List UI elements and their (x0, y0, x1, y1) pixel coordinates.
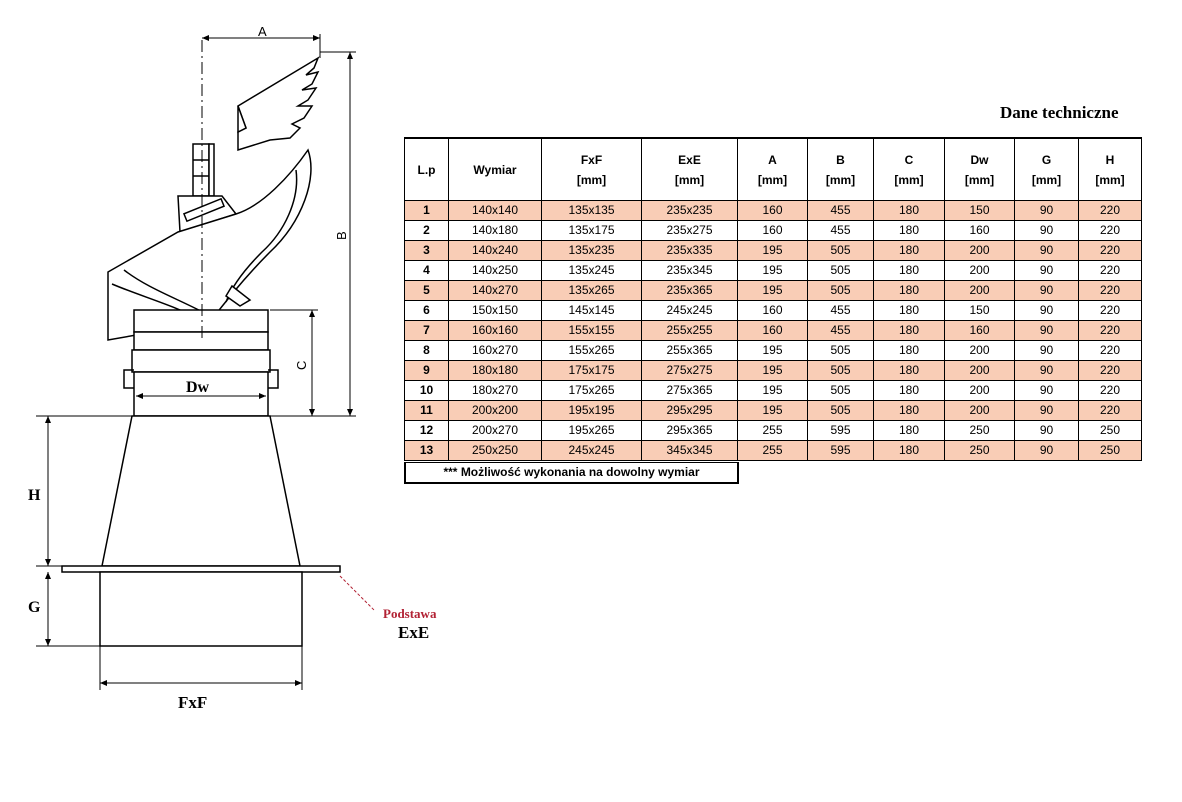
table-cell: 160 (738, 221, 808, 241)
table-row (405, 361, 1142, 381)
column-header-unit: [mm] (1095, 172, 1125, 187)
label-dw: Dw (186, 379, 210, 396)
table-cell: 505 (808, 281, 874, 301)
header-row (405, 138, 1142, 201)
table-cell: 250 (945, 421, 1015, 441)
table-row (405, 281, 1142, 301)
label-podstawa: Podstawa (383, 606, 437, 621)
table-cell: 295x295 (642, 401, 738, 421)
table-cell: 220 (1079, 221, 1142, 241)
table-cell: 180x270 (449, 381, 542, 401)
table-cell: 90 (1015, 341, 1079, 361)
footnote: *** Możliwość wykonania na dowolny wymiar (404, 462, 739, 484)
label-exe: ExE (398, 623, 430, 642)
column-header-unit: [mm] (964, 172, 995, 187)
table-cell: 5 (405, 281, 449, 301)
table-row (405, 221, 1142, 241)
table-cell: 135x235 (542, 241, 642, 261)
table-cell: 90 (1015, 321, 1079, 341)
table-cell: 135x135 (542, 201, 642, 221)
table-cell: 160 (945, 221, 1015, 241)
table-row (405, 421, 1142, 441)
table-cell: 220 (1079, 401, 1142, 421)
table-cell: 2 (405, 221, 449, 241)
table-cell: 180 (874, 441, 945, 461)
table-cell: 250 (1079, 441, 1142, 461)
table-cell: 455 (808, 201, 874, 221)
column-header-label: G (1041, 152, 1052, 167)
table-cell: 235x335 (642, 241, 738, 261)
table-cell: 235x365 (642, 281, 738, 301)
table-cell: 200 (945, 381, 1015, 401)
column-header-label: A (768, 152, 777, 167)
dimension-g (36, 572, 100, 646)
table-cell: 455 (808, 301, 874, 321)
table-cell: 255x255 (642, 321, 738, 341)
table-cell: 195 (738, 381, 808, 401)
table-cell: 90 (1015, 261, 1079, 281)
dimension-fxf (100, 646, 302, 690)
table-cell: 160 (738, 301, 808, 321)
table-cell: 195 (738, 281, 808, 301)
table-cell: 12 (405, 421, 449, 441)
page-title: Dane techniczne (1000, 103, 1119, 122)
column-header-label: FxF (580, 152, 603, 167)
column-header (1015, 138, 1079, 201)
table-cell: 155x265 (542, 341, 642, 361)
table-row (405, 301, 1142, 321)
table-cell: 135x245 (542, 261, 642, 281)
table-cell: 220 (1079, 281, 1142, 301)
table-cell: 160x270 (449, 341, 542, 361)
table-cell: 135x265 (542, 281, 642, 301)
table-cell: 160 (945, 321, 1015, 341)
table-cell: 250x250 (449, 441, 542, 461)
table-cell: 200 (945, 281, 1015, 301)
table-cell: 220 (1079, 361, 1142, 381)
table-cell: 195x265 (542, 421, 642, 441)
table-cell: 295x365 (642, 421, 738, 441)
table-cell: 10 (405, 381, 449, 401)
table-cell: 180 (874, 201, 945, 221)
table-cell: 455 (808, 221, 874, 241)
column-header-unit: [mm] (576, 172, 607, 187)
table-cell: 90 (1015, 381, 1079, 401)
table-cell: 195x195 (542, 401, 642, 421)
table-cell: 90 (1015, 401, 1079, 421)
table-cell: 180 (874, 421, 945, 441)
table-cell: 235x275 (642, 221, 738, 241)
table-cell: 180 (874, 241, 945, 261)
column-header-label: C (904, 152, 914, 167)
table-cell: 90 (1015, 281, 1079, 301)
table-cell: 13 (405, 441, 449, 461)
table-cell: 4 (405, 261, 449, 281)
table-cell: 505 (808, 401, 874, 421)
table-cell: 220 (1079, 381, 1142, 401)
table-cell: 220 (1079, 201, 1142, 221)
table-row (405, 261, 1142, 281)
table-cell: 505 (808, 241, 874, 261)
table-cell: 180 (874, 221, 945, 241)
column-header (808, 138, 874, 201)
table-cell: 8 (405, 341, 449, 361)
table-cell: 7 (405, 321, 449, 341)
table-cell: 11 (405, 401, 449, 421)
column-header-label: Wymiar (473, 162, 517, 177)
column-header-unit: [mm] (757, 172, 788, 187)
table-cell: 9 (405, 361, 449, 381)
table-cell: 255x365 (642, 341, 738, 361)
label-g: G (28, 599, 41, 616)
column-header-label: H (1105, 152, 1115, 167)
table-cell: 200x270 (449, 421, 542, 441)
table-cell: 200 (945, 261, 1015, 281)
column-header (738, 138, 808, 201)
table-cell: 140x140 (449, 201, 542, 221)
table-cell: 140x180 (449, 221, 542, 241)
table-cell: 235x235 (642, 201, 738, 221)
table-cell: 255 (738, 441, 808, 461)
table-cell: 505 (808, 341, 874, 361)
table-row (405, 321, 1142, 341)
podstawa-leader (340, 576, 374, 610)
table-row (405, 201, 1142, 221)
table-cell: 195 (738, 341, 808, 361)
table-cell: 155x155 (542, 321, 642, 341)
table-row (405, 441, 1142, 461)
table-cell: 180 (874, 381, 945, 401)
label-b: B (334, 231, 349, 240)
table-cell: 595 (808, 421, 874, 441)
table-cell: 220 (1079, 241, 1142, 261)
table-cell: 90 (1015, 241, 1079, 261)
table-cell: 90 (1015, 221, 1079, 241)
table-cell: 180 (874, 281, 945, 301)
table-cell: 455 (808, 321, 874, 341)
table-cell: 90 (1015, 361, 1079, 381)
technical-data-table (404, 137, 1142, 461)
table-cell: 245x245 (542, 441, 642, 461)
column-header-unit: [mm] (1031, 172, 1062, 187)
table-cell: 275x275 (642, 361, 738, 381)
table-cell: 250 (945, 441, 1015, 461)
table-cell: 175x265 (542, 381, 642, 401)
table-cell: 245x245 (642, 301, 738, 321)
table-cell: 140x240 (449, 241, 542, 261)
label-c: C (294, 360, 309, 370)
table-cell: 150x150 (449, 301, 542, 321)
table-row (405, 341, 1142, 361)
table-row (405, 241, 1142, 261)
table-cell: 195 (738, 361, 808, 381)
table-cell: 160 (738, 201, 808, 221)
table-cell: 180 (874, 261, 945, 281)
table-cell: 90 (1015, 421, 1079, 441)
column-header (945, 138, 1015, 201)
table-cell: 595 (808, 441, 874, 461)
label-h: H (28, 487, 41, 504)
column-header (542, 138, 642, 201)
column-header-unit: [mm] (825, 172, 856, 187)
table-cell: 275x365 (642, 381, 738, 401)
table-cell: 3 (405, 241, 449, 261)
table-cell: 505 (808, 381, 874, 401)
column-header (449, 138, 542, 201)
table-cell: 200 (945, 341, 1015, 361)
table-cell: 200x200 (449, 401, 542, 421)
column-header-label: L.p (417, 162, 436, 177)
table-cell: 220 (1079, 301, 1142, 321)
column-header-unit: [mm] (674, 172, 705, 187)
table-cell: 150 (945, 201, 1015, 221)
table-cell: 180 (874, 401, 945, 421)
column-header-unit: [mm] (894, 172, 924, 187)
table-cell: 160 (738, 321, 808, 341)
table-cell: 505 (808, 361, 874, 381)
table-cell: 255 (738, 421, 808, 441)
table-cell: 200 (945, 401, 1015, 421)
table-cell: 145x145 (542, 301, 642, 321)
column-header (1079, 138, 1142, 201)
cowl-outline (62, 58, 340, 646)
column-header (405, 138, 449, 201)
table-body (405, 201, 1142, 461)
column-header-label: Dw (970, 152, 989, 167)
table-cell: 345x345 (642, 441, 738, 461)
table-cell: 220 (1079, 261, 1142, 281)
table-cell: 195 (738, 241, 808, 261)
label-a: A (258, 24, 267, 39)
table-cell: 220 (1079, 321, 1142, 341)
table-cell: 235x345 (642, 261, 738, 281)
table-cell: 180 (874, 301, 945, 321)
table-cell: 250 (1079, 421, 1142, 441)
table-cell: 180x180 (449, 361, 542, 381)
table-header (405, 138, 1142, 201)
table-cell: 180 (874, 361, 945, 381)
table-cell: 140x250 (449, 261, 542, 281)
table-cell: 150 (945, 301, 1015, 321)
table-cell: 1 (405, 201, 449, 221)
table-cell: 195 (738, 261, 808, 281)
column-header (642, 138, 738, 201)
table-cell: 200 (945, 361, 1015, 381)
table-row (405, 401, 1142, 421)
table-cell: 505 (808, 261, 874, 281)
table-cell: 90 (1015, 301, 1079, 321)
label-fxf: FxF (178, 693, 208, 712)
table-cell: 90 (1015, 201, 1079, 221)
table-cell: 180 (874, 321, 945, 341)
table-cell: 220 (1079, 341, 1142, 361)
table-cell: 6 (405, 301, 449, 321)
column-header (874, 138, 945, 201)
table-row (405, 381, 1142, 401)
column-header-label: B (836, 152, 845, 167)
table-cell: 180 (874, 341, 945, 361)
table-cell: 90 (1015, 441, 1079, 461)
column-header-label: ExE (678, 152, 701, 167)
table-cell: 140x270 (449, 281, 542, 301)
table-cell: 135x175 (542, 221, 642, 241)
table-cell: 175x175 (542, 361, 642, 381)
table-cell: 195 (738, 401, 808, 421)
table-cell: 200 (945, 241, 1015, 261)
table-cell: 160x160 (449, 321, 542, 341)
